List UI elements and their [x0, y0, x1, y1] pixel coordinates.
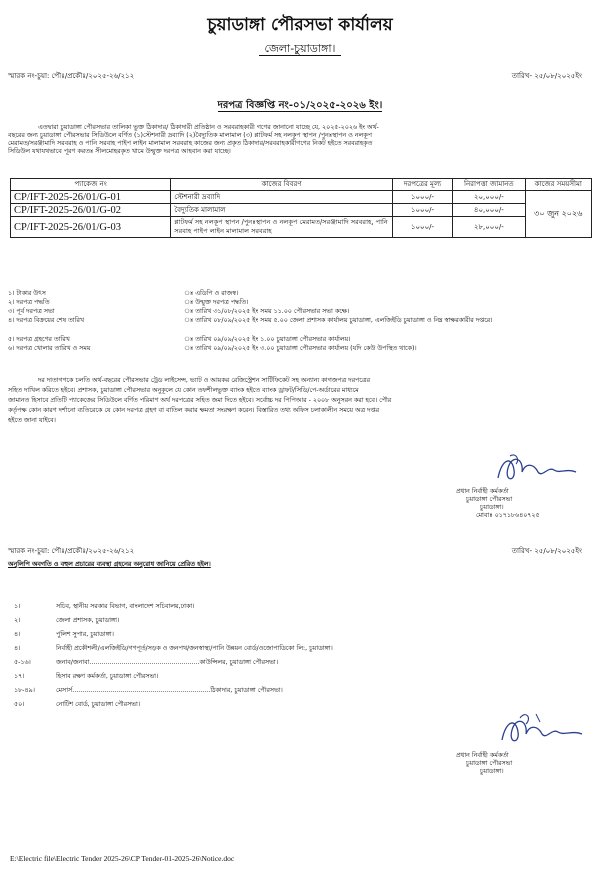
detail-row	[8, 290, 592, 299]
package-price: ১০০০/-	[392, 217, 452, 238]
detail-label: ৬। দরপত্র খোলার তারিখ ও সময়	[8, 345, 91, 352]
detail-label: ২। দরপত্র পদ্ধতি	[8, 299, 50, 306]
signature-image-2	[496, 708, 586, 756]
signatory-office: চুয়াডাঙ্গা পৌরসভা	[466, 760, 513, 767]
details-list	[8, 290, 592, 354]
intro-line: বছরের জন্য চুয়াডাঙ্গা পৌরসভার সিডিউলে বর্ণিত (১)স্টেশনারী দ্রব্যাদি (২)বৈদ্যুতিক মালামাল (৩) প্লাটফর্ম সহ নলকূপ স্থাপন /পুনঃস্থাপন ও নলকূপ	[8, 132, 372, 139]
detail-value: ঃ এডিপি ও রাজস্ব।	[184, 290, 239, 297]
list-item-text: নোটিশ বোর্ড, চুয়াডাঙ্গা পৌরসভা।	[56, 701, 141, 708]
signature-image	[490, 448, 580, 492]
list-item-text: জেলা প্রশাসক, চুয়াডাঙ্গা।	[56, 617, 120, 624]
list-item-number: ২।	[14, 617, 21, 624]
list-item-text: নির্বাহী প্রকৌশলী/এলজিইডি/গণপূর্ত/সড়ক ও জনপথ/জনস্বাস্থ্য/পানি উন্নয়ন বোর্ড/ওজোপাডিকো লি:, চুয়াডাঙ্গা।	[56, 645, 333, 652]
table-row	[11, 217, 592, 238]
copy-memo-date: তারিখ- ২৫/০৮/২০২৫ইং	[511, 547, 582, 555]
package-number: CP/IFT-2025-26/01/G-03	[11, 217, 171, 238]
list-item-number: ১৭।	[14, 673, 25, 680]
handwritten-signature	[496, 708, 586, 752]
table-row	[11, 204, 592, 217]
detail-row	[8, 345, 592, 354]
copy-list	[14, 603, 554, 715]
signatory-mobile: মোবাঃ ০১৭১৮৬৪০৭২৫	[476, 512, 540, 519]
package-number: CP/IFT-2025-26/01/G-02	[11, 204, 171, 217]
detail-value: ঃ তারিখ ০৯/০৯/২০২৫ ইং ১.০০ চুয়াডাঙ্গা পৌরসভার কার্যালয়।	[184, 336, 351, 343]
detail-row	[8, 317, 592, 336]
package-description: স্টেশনারী দ্রব্যাদি	[171, 191, 393, 204]
intro-line: এতদ্বারা চুয়াডাঙ্গা পৌরসভার তালিকা ভুক্ত ঠিকাদার/ ঠিকাদারী প্রতিষ্ঠান ও সরবরাহকারী গণের জানানো যাচ্ছে যে, ২০২৫-২০২৬ ইং অর্থ-	[38, 124, 379, 131]
copy-heading: অনুলিপি অবগতি ও বহুল প্রচারের ব্যবস্থা গ্রহনের অনুরোধ জানিয়ে প্রেরিত হইল।	[8, 561, 211, 568]
signatory-place: চুয়াডাঙ্গা।	[480, 768, 504, 775]
terms-line: সহিত দাখিল করিতে হইবে। প্রশাসক, চুয়াডাঙ্গা পৌরসভার অনুকূলে যে কোন তফশীলভুক্ত ব্যাংক হইতে ব্যাংক ড্রাফট/সিডি/পে-অর্ডারের মাধ্যমে	[8, 387, 359, 394]
detail-value: ঃ তারিখ ০৯/০৯/২০২৫ ইং ৩.০০ চুয়াডাঙ্গা পৌরসভার কার্যালয় (যদি কেউ উপস্থিত থাকে)।	[184, 345, 417, 352]
signature-block-2	[456, 752, 586, 776]
list-item-text: হিসাব রক্ষণ কর্মকর্তা, চুয়াডাঙ্গা পৌরসভা।	[56, 673, 159, 680]
list-item-number: ৫-১৬।	[14, 659, 31, 666]
signatory-title: প্রধান নির্বাহী কর্মকর্তা	[456, 752, 509, 759]
list-item	[14, 631, 554, 645]
package-description: বৈদ্যুতিক মালামাল	[171, 204, 393, 217]
list-item	[14, 617, 554, 631]
list-item-text: মেসার্স.....................................................................ঠিকাদার, চুয়াডাঙ্গা পৌরসভা।	[56, 687, 283, 694]
package-security: ২৮,০০০/-	[453, 217, 525, 238]
detail-label: ৪। দরপত্র বিক্রয়ের শেষ তারিখ	[8, 317, 84, 324]
detail-value: ঃ উন্মুক্ত দরপত্র পদ্ধতি।	[184, 299, 249, 306]
package-security: ২০,০০০/-	[453, 191, 525, 204]
terms-line: দর দাতাগণকে চলতি অর্থ-বছরের পৌরসভার ট্রেড লাইসেন্স, ভ্যাট ও আয়কর রেজিস্ট্রেশন সার্টিফিকেট সহ অন্যান্য কাগজপত্র দরপত্রের	[38, 377, 370, 384]
list-item-number: ৪।	[14, 645, 21, 652]
package-number: CP/IFT-2025-26/01/G-01	[11, 191, 171, 204]
signatory-office: চুয়াডাঙ্গা পৌরসভা	[466, 496, 513, 503]
package-description: প্লাটফর্ম সহ নলকূপ স্থাপন /পুনঃস্থাপন ও নলকূপ মেরামত/সরঞ্জামাদি সরবরাহ, পানি সরবাহ পাইপ লাইন মালামাল সরবরাহ	[171, 217, 393, 238]
terms-paragraph	[8, 376, 592, 426]
intro-line: সিডিউল যথাযথভাবে পূরণ করতঃ সীলমোহরকৃত খামে উন্মুক্ত দরপত্র আহবান করা যাচ্ছে।	[8, 148, 231, 155]
list-item-number: ৪।	[14, 631, 21, 638]
intro-line: মেরামত/সরঞ্জামাদি সরবরাহ ও পানি সরবাহ পাইপ লাইন মালামাল সরবরাহ কাজের জন্য প্রকৃত ঠিকাদার/সরবরাহকারীগণের নিকট হইতে সরবরাহকৃত	[8, 140, 373, 147]
list-item	[14, 645, 554, 659]
detail-value: ঃ তারিখ ৩১/০৮/২০২৫ ইং সময় ১১.০০ পৌরসভার সভা কক্ষে।	[184, 308, 350, 315]
signature-block-1	[456, 488, 586, 520]
list-item	[14, 659, 554, 673]
list-item-text: পুলিশ সুপার, চুয়াডাঙ্গা।	[56, 631, 114, 638]
header-price: দরপত্রের মূল্য	[392, 179, 452, 191]
list-item-number: ১।	[14, 603, 21, 610]
handwritten-signature	[490, 448, 580, 488]
district-text: জেলা-চুয়াডাঙ্গা।	[259, 42, 342, 56]
terms-line: কর্তৃপক্ষ কোন কারণ দর্শানো ব্যতিরেকে যে কোন দরপত্র গ্রহণ বা বাতিল করার ক্ষমতা সংরক্ষণ করেন। বিস্তারিত তথ্য অফিস চলাকালীন সময়ে অত্র দপ্তর	[8, 407, 380, 414]
package-security: ৪০,০০০/-	[453, 204, 525, 217]
list-item-number: ১৮-৪৯।	[14, 687, 35, 694]
file-path-footer: E:\Electric file\Electric Tender 2025-26\CP Tender-01-2025-26\Notice.doc	[10, 854, 235, 863]
detail-label: ৩। পূর্ব দরপত্র সভা	[8, 308, 55, 315]
detail-label: ৫। দরপত্র গ্রহণের তারিখ	[8, 336, 70, 343]
list-item	[14, 673, 554, 687]
detail-label: ১। টাকার উৎস	[8, 290, 46, 297]
header-package: প্যাকেজ নং	[11, 179, 171, 191]
list-item	[14, 603, 554, 617]
list-item-text: জনাব/জনাবা.......................................................কাউন্সিলর, চুয়াডাঙ্গা পৌরসভা।	[56, 659, 278, 666]
notice-title	[0, 98, 600, 115]
copy-memo-number: স্মারক নং-চুয়া: পৌঃ/প্রকৌঃ/২০২৫-২৬/২১২	[8, 547, 135, 555]
notice-title-text: দরপত্র বিজ্ঞপ্তি নং-০১/২০২৫-২০২৬ ইং।	[217, 100, 383, 111]
terms-line: হইতে জানা যাইবে।	[8, 417, 56, 424]
district-subtitle	[0, 40, 600, 59]
office-title: চুয়াডাঙ্গা পৌরসভা কার্যালয়	[207, 15, 393, 35]
package-price: ১০০০/-	[392, 191, 452, 204]
header-security: নিরাপত্তা জামানত	[453, 179, 525, 191]
detail-value: ঃ তারিখ ০৮/০৯/২০২৫ ইং সময় ৫.০০ জেলা প্রশাসক কার্যালয় চুয়াডাঙ্গা, এলজিইডি চুয়াডাঙ্গা ও নিম্ন স্বাক্ষরকারীর দপ্তরে।	[184, 317, 493, 324]
header-deadline: কাজের সময়সীমা	[525, 179, 591, 191]
table-header-row	[11, 179, 592, 191]
intro-paragraph	[8, 124, 592, 156]
list-item-number: ৫০।	[14, 701, 25, 708]
header-description: কাজের বিবরণ	[171, 179, 393, 191]
terms-line: জামানত হিসাবে প্রতিটি প্যাকেজের সিডিউলে বর্ণিত পরিমাণ অর্থ দরপত্রের সহিত জমা দিতে হইবে। সর্বোচ্চ দর পিপিআর - ২০০৮ অনুসরন করা হবে। পৌর	[8, 397, 392, 404]
signatory-place: চুয়াডাঙ্গা।	[480, 504, 504, 511]
list-item	[14, 701, 554, 715]
package-table	[10, 178, 592, 238]
work-deadline: ৩০ জুন ২০২৬	[525, 191, 591, 238]
memo-date: তারিখ- ২৫/০৮/২০২৫ইং	[511, 72, 582, 80]
list-item-text: সচিব, স্থানীয় সরকার বিভাগ, বাংলাদেশ সচিবালয়,ঢাকা।	[56, 603, 195, 610]
table-row	[11, 191, 592, 204]
list-item	[14, 687, 554, 701]
detail-row	[8, 308, 592, 317]
memo-number: স্মারক নং-চুয়া: পৌঃ/প্রকৌঃ/২০২৫-২৬/২১২	[8, 72, 135, 80]
detail-row	[8, 336, 592, 345]
package-price: ১০০০/-	[392, 204, 452, 217]
signatory-title: প্রধান নির্বাহী কর্মকর্তা	[456, 488, 509, 495]
detail-row	[8, 299, 592, 308]
